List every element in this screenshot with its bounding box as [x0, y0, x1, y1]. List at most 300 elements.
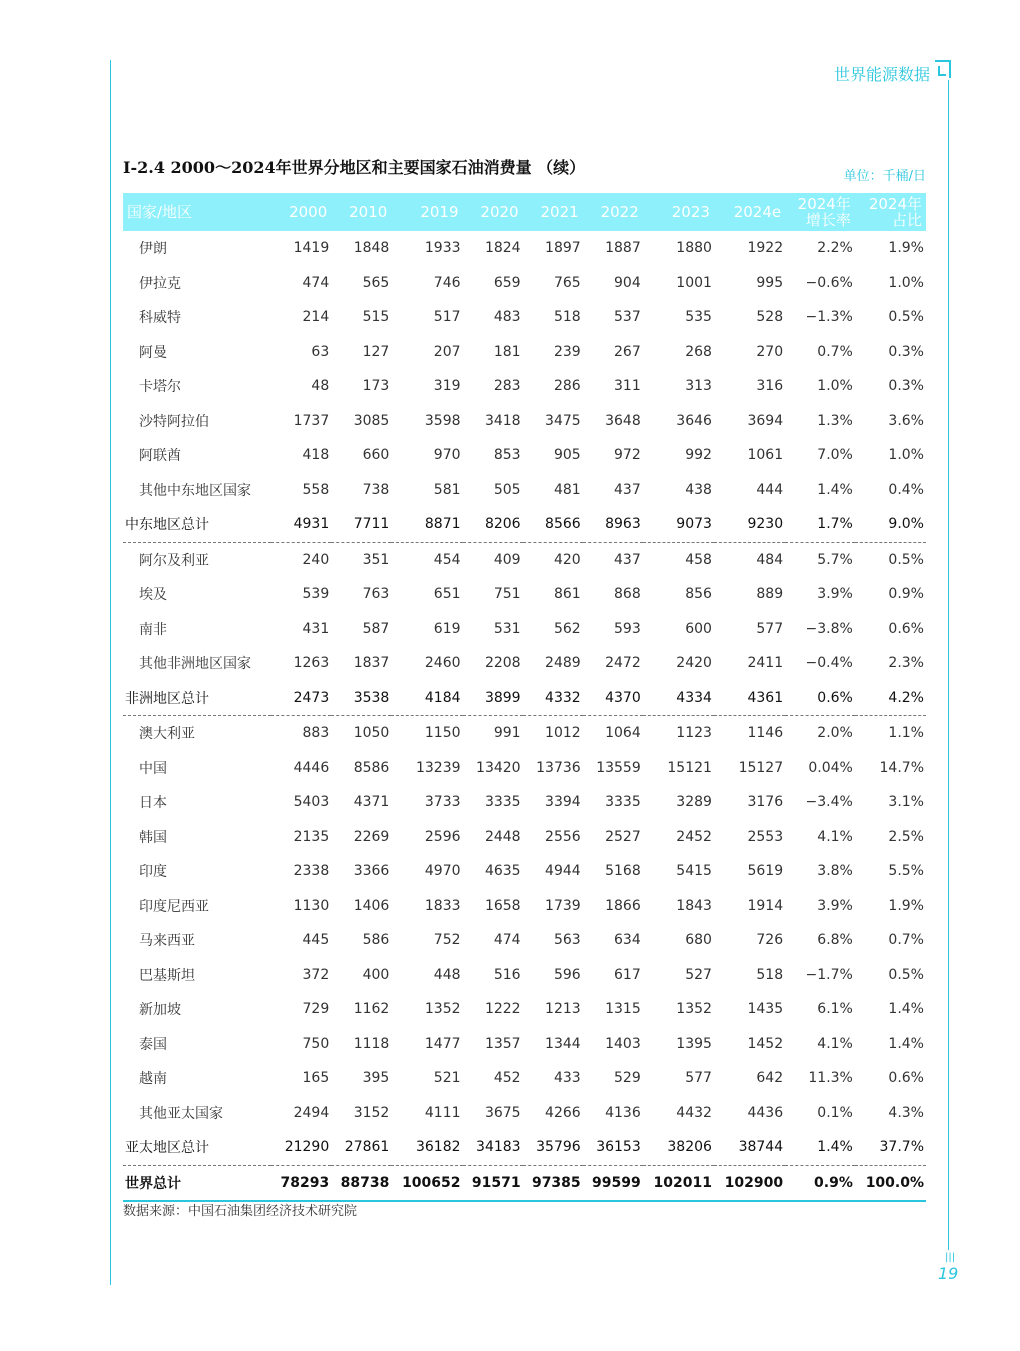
- table-cell: 445: [302, 932, 330, 949]
- table-cell: 726: [756, 932, 784, 949]
- row-label: 卡塔尔: [139, 379, 181, 396]
- table-cell: 474: [493, 932, 521, 949]
- column-header: 2019: [420, 203, 459, 221]
- table-cell: 100652: [391, 1165, 462, 1201]
- table-cell: 2460: [424, 655, 461, 672]
- table-cell: 577: [685, 1070, 712, 1087]
- table-cell: 3538: [353, 689, 390, 706]
- table-cell: 420: [523, 542, 583, 577]
- table-cell: 0.04%: [808, 759, 853, 776]
- table-cell: 458: [643, 542, 714, 577]
- table-cell: 3.9%: [817, 586, 853, 603]
- table-cell: 27861: [344, 1139, 390, 1156]
- table-cell: 484: [714, 542, 785, 577]
- table-row: [123, 820, 926, 855]
- table-cell: 4.3%: [888, 1104, 924, 1121]
- table-cell: 1.9%: [888, 240, 924, 257]
- table-cell: 505: [493, 481, 521, 498]
- table-cell: 3675: [484, 1104, 521, 1121]
- table-cell: 1.3%: [817, 412, 853, 429]
- table-cell: 4.1%: [817, 1035, 853, 1052]
- column-header: 2010: [349, 203, 388, 221]
- table-cell: 1.7%: [817, 516, 853, 533]
- table-row: [123, 1061, 926, 1096]
- table-cell: 3152: [353, 1104, 390, 1121]
- table-cell: 1012: [523, 716, 583, 751]
- table-cell: 3366: [353, 863, 390, 880]
- table-cell: 991: [463, 716, 523, 751]
- table-cell: 5168: [605, 863, 641, 880]
- table-row: [123, 889, 926, 924]
- table-cell: 539: [302, 586, 330, 603]
- table-cell: 1061: [747, 447, 784, 464]
- table-cell: 4371: [353, 794, 390, 811]
- left-margin-line: [110, 60, 111, 1285]
- table-cell: 2494: [293, 1104, 330, 1121]
- table-cell: 586: [362, 932, 390, 949]
- table-cell: 4446: [293, 759, 330, 776]
- table-cell: 1263: [293, 655, 330, 672]
- table-cell: 2489: [545, 655, 581, 672]
- table-cell: 1452: [747, 1035, 784, 1052]
- table-header-row: [123, 193, 926, 231]
- table-cell: 593: [614, 620, 641, 637]
- table-cell: 454: [391, 542, 462, 577]
- table-cell: 3.9%: [817, 897, 853, 914]
- table-cell: 351: [331, 542, 391, 577]
- table-cell: 0.3%: [888, 378, 924, 395]
- table-cell: 102011: [643, 1165, 714, 1201]
- table-cell: 1833: [424, 897, 461, 914]
- row-label: 埃及: [139, 587, 167, 604]
- table-cell: 4970: [424, 863, 461, 880]
- table-cell: 4931: [293, 516, 330, 533]
- row-label: 越南: [139, 1071, 167, 1088]
- table-cell: 3.8%: [817, 863, 853, 880]
- table-cell: 0.6%: [888, 620, 924, 637]
- table-cell: 1352: [676, 1001, 712, 1018]
- table-cell: 4266: [545, 1104, 581, 1121]
- table-cell: 3648: [605, 412, 641, 429]
- table-cell: 0.5%: [888, 966, 924, 983]
- table-cell: 481: [553, 481, 581, 498]
- table-cell: 395: [362, 1070, 390, 1087]
- table-cell: 8963: [605, 516, 641, 533]
- table-cell: 750: [302, 1035, 330, 1052]
- table-cell: 2527: [605, 828, 641, 845]
- table-cell: 2473: [293, 689, 330, 706]
- table-cell: 2553: [747, 828, 784, 845]
- table-cell: 165: [302, 1070, 330, 1087]
- table-cell: 853: [493, 447, 521, 464]
- table-cell: 0.6%: [888, 1070, 924, 1087]
- table-cell: 2.0%: [785, 716, 855, 751]
- table-cell: 5.7%: [785, 542, 855, 577]
- table-cell: 102900: [714, 1165, 785, 1201]
- table-cell: 97385: [523, 1165, 583, 1201]
- row-label: 世界总计: [123, 1165, 271, 1201]
- table-row: [123, 369, 926, 404]
- table-row: [123, 266, 926, 301]
- table-cell: 2420: [676, 655, 712, 672]
- table-cell: 600: [685, 620, 712, 637]
- table-cell: 4635: [484, 863, 521, 880]
- table-cell: 239: [553, 343, 581, 360]
- region-total-row: [123, 681, 926, 716]
- table-cell: 372: [302, 966, 330, 983]
- table-cell: 1824: [484, 240, 521, 257]
- table-cell: 517: [433, 309, 461, 326]
- table-row: [123, 923, 926, 958]
- table-cell: 596: [553, 966, 581, 983]
- right-margin-line: [948, 80, 949, 1250]
- table-cell: 181: [493, 343, 521, 360]
- table-cell: 99599: [583, 1165, 643, 1201]
- table-row: [123, 335, 926, 370]
- table-cell: 0.4%: [888, 481, 924, 498]
- table-cell: 313: [685, 378, 712, 395]
- table-row: [123, 751, 926, 786]
- table-cell: 100.0%: [855, 1165, 926, 1201]
- table-cell: 0.7%: [888, 932, 924, 949]
- table-cell: 2208: [484, 655, 521, 672]
- table-cell: 2556: [545, 828, 581, 845]
- table-cell: 751: [493, 586, 521, 603]
- table-cell: 905: [553, 447, 581, 464]
- row-label: 阿联酋: [139, 448, 181, 465]
- row-label: 中东地区总计: [125, 517, 209, 534]
- table-cell: 4332: [545, 689, 581, 706]
- row-label: 日本: [139, 795, 167, 812]
- table-row: [123, 404, 926, 439]
- table-cell: 1.0%: [888, 274, 924, 291]
- table-cell: 1403: [605, 1035, 641, 1052]
- table-row: [123, 958, 926, 993]
- table-cell: 4111: [424, 1104, 461, 1121]
- table-cell: 1050: [331, 716, 391, 751]
- table-row: [123, 646, 926, 681]
- table-cell: 1933: [424, 240, 461, 257]
- table-cell: 35796: [536, 1139, 581, 1156]
- row-label: 非洲地区总计: [125, 690, 209, 707]
- row-label: 其他中东地区国家: [139, 482, 251, 499]
- table-cell: 3899: [484, 689, 521, 706]
- table-cell: 1880: [676, 240, 712, 257]
- table-cell: 214: [302, 309, 330, 326]
- table-cell: 738: [362, 481, 390, 498]
- table-cell: 1406: [353, 897, 390, 914]
- page-mark: |||: [945, 1252, 956, 1263]
- table-cell: 36153: [596, 1139, 641, 1156]
- table-cell: 13736: [536, 759, 581, 776]
- row-label: 其他亚太国家: [139, 1105, 223, 1122]
- table-cell: 9.0%: [888, 516, 924, 533]
- table-cell: 992: [685, 447, 712, 464]
- table-cell: 577: [756, 620, 784, 637]
- table-cell: 746: [433, 274, 461, 291]
- table-cell: 3733: [424, 794, 461, 811]
- table-cell: 3.1%: [888, 794, 924, 811]
- table-cell: 1357: [484, 1035, 521, 1052]
- row-label: 亚太地区总计: [125, 1140, 209, 1157]
- table-cell: 0.9%: [888, 586, 924, 603]
- table-cell: 11.3%: [808, 1070, 853, 1087]
- table-cell: 1.4%: [888, 1001, 924, 1018]
- table-cell: 173: [362, 378, 390, 395]
- table-cell: 518: [756, 966, 784, 983]
- table-cell: 4944: [545, 863, 581, 880]
- table-cell: 13420: [476, 759, 521, 776]
- row-label: 印度: [139, 864, 167, 881]
- row-label: 伊拉克: [139, 275, 181, 292]
- table-cell: 1.4%: [817, 1139, 853, 1156]
- table-cell: 1848: [353, 240, 390, 257]
- table-cell: 207: [433, 343, 461, 360]
- table-cell: 1914: [747, 897, 784, 914]
- table-row: [123, 542, 926, 577]
- table-cell: 8586: [353, 759, 390, 776]
- table-cell: 516: [493, 966, 521, 983]
- table-cell: 0.5%: [855, 542, 926, 577]
- table-cell: 1.0%: [817, 378, 853, 395]
- table-cell: 1.4%: [888, 1035, 924, 1052]
- table-cell: 3176: [747, 794, 784, 811]
- table-cell: 21290: [284, 1139, 330, 1156]
- table-cell: 4.1%: [817, 828, 853, 845]
- table-cell: 2.3%: [888, 655, 924, 672]
- table-cell: 316: [756, 378, 784, 395]
- row-label: 中国: [139, 760, 167, 777]
- table-cell: 765: [553, 274, 581, 291]
- table-cell: 1897: [545, 240, 581, 257]
- table-cell: 1922: [747, 240, 784, 257]
- table-cell: 2411: [747, 655, 784, 672]
- table-cell: 868: [614, 586, 641, 603]
- table-cell: 0.7%: [817, 343, 853, 360]
- table-title: I-2.4 2000～2024年世界分地区和主要国家石油消费量 （续）: [123, 158, 586, 177]
- table-cell: 1435: [747, 1001, 784, 1018]
- table-cell: 268: [685, 343, 712, 360]
- oil-consumption-table: [123, 193, 926, 1202]
- table-cell: 3418: [484, 412, 521, 429]
- row-label: 澳大利亚: [123, 716, 271, 751]
- column-header: 2022: [600, 203, 639, 221]
- table-cell: 861: [553, 586, 581, 603]
- row-label: 新加坡: [139, 1002, 181, 1019]
- table-cell: −0.6%: [805, 274, 853, 291]
- table-cell: 88738: [331, 1165, 391, 1201]
- row-label: 印度尼西亚: [139, 898, 209, 915]
- table-cell: 619: [433, 620, 461, 637]
- table-cell: 763: [362, 586, 390, 603]
- table-cell: 3289: [676, 794, 712, 811]
- table-cell: 660: [362, 447, 390, 464]
- table-cell: 0.5%: [888, 309, 924, 326]
- table-cell: 1315: [605, 1001, 641, 1018]
- table-cell: 2448: [484, 828, 521, 845]
- table-cell: 409: [463, 542, 523, 577]
- table-cell: 91571: [463, 1165, 523, 1201]
- table-row: [123, 1096, 926, 1131]
- row-label: 南非: [139, 621, 167, 638]
- table-cell: 581: [433, 481, 461, 498]
- table-cell: 1146: [714, 716, 785, 751]
- column-header: 2020: [480, 203, 519, 221]
- table-cell: 529: [614, 1070, 641, 1087]
- table-cell: 240: [271, 542, 331, 577]
- row-label: 其他非洲地区国家: [139, 656, 251, 673]
- table-cell: 5403: [293, 794, 330, 811]
- table-cell: 63: [311, 343, 330, 360]
- table-cell: 1162: [353, 1001, 390, 1018]
- table-cell: 1837: [353, 655, 390, 672]
- unit-label: 单位：千桶/日: [843, 169, 926, 184]
- table-cell: 1395: [676, 1035, 712, 1052]
- table-cell: 1150: [391, 716, 462, 751]
- table-cell: 3335: [605, 794, 641, 811]
- table-cell: 311: [614, 378, 641, 395]
- table-cell: 3085: [353, 412, 390, 429]
- table-cell: 1064: [583, 716, 643, 751]
- table-cell: 1123: [643, 716, 714, 751]
- table-row: [123, 716, 926, 751]
- table-cell: 7711: [353, 516, 390, 533]
- table-cell: 5.5%: [888, 863, 924, 880]
- table-row: [123, 612, 926, 647]
- table-cell: 2.2%: [817, 240, 853, 257]
- table-cell: 3394: [545, 794, 581, 811]
- column-header: 2024年 增长率: [797, 195, 851, 229]
- table-cell: 2452: [676, 828, 712, 845]
- table-cell: 558: [302, 481, 330, 498]
- table-cell: 527: [685, 966, 712, 983]
- table-cell: 437: [583, 542, 643, 577]
- table-cell: 4436: [747, 1104, 784, 1121]
- table-cell: 1739: [545, 897, 581, 914]
- table-cell: 418: [302, 447, 330, 464]
- table-cell: 565: [362, 274, 390, 291]
- table-cell: 438: [685, 481, 712, 498]
- table-cell: 1419: [293, 240, 330, 257]
- table-cell: 634: [614, 932, 641, 949]
- table-cell: 1.0%: [888, 447, 924, 464]
- table-cell: 518: [553, 309, 581, 326]
- table-cell: 531: [493, 620, 521, 637]
- table-cell: 5415: [676, 863, 712, 880]
- table-row: [123, 992, 926, 1027]
- table-cell: 433: [553, 1070, 581, 1087]
- table-cell: 856: [685, 586, 712, 603]
- table-cell: 3646: [676, 412, 712, 429]
- table-cell: 8871: [424, 516, 461, 533]
- table-cell: 15121: [667, 759, 712, 776]
- row-label: 巴基斯坦: [139, 967, 195, 984]
- table-cell: 3.6%: [888, 412, 924, 429]
- table-cell: 4432: [676, 1104, 712, 1121]
- region-total-row: [123, 1130, 926, 1165]
- table-row: [123, 438, 926, 473]
- column-header: 2024e: [733, 203, 782, 221]
- table-cell: 3598: [424, 412, 461, 429]
- table-cell: 680: [685, 932, 712, 949]
- column-header: 2024年 占比: [868, 195, 922, 229]
- table-cell: 1222: [484, 1001, 521, 1018]
- table-cell: 4370: [605, 689, 641, 706]
- row-label: 阿尔及利亚: [123, 542, 271, 577]
- table-cell: 319: [433, 378, 461, 395]
- table-cell: 537: [614, 309, 641, 326]
- grand-total-row: [123, 1165, 926, 1201]
- table-cell: 1.4%: [817, 481, 853, 498]
- table-cell: 1887: [605, 240, 641, 257]
- section-header: 世界能源数据: [833, 65, 930, 84]
- table-cell: 5619: [747, 863, 784, 880]
- table-cell: 431: [302, 620, 330, 637]
- table-cell: 1477: [424, 1035, 461, 1052]
- table-cell: 437: [614, 481, 641, 498]
- table-cell: 6.1%: [817, 1001, 853, 1018]
- table-cell: 3694: [747, 412, 784, 429]
- table-row: [123, 785, 926, 820]
- column-header: 国家/地区: [127, 203, 193, 221]
- table-cell: 0.9%: [785, 1165, 855, 1201]
- row-label: 马来西亚: [139, 933, 195, 950]
- table-cell: 1866: [605, 897, 641, 914]
- table-cell: 521: [433, 1070, 461, 1087]
- table-row: [123, 1027, 926, 1062]
- table-cell: 3475: [545, 412, 581, 429]
- table-cell: 1352: [424, 1001, 461, 1018]
- page-number: 19: [938, 1264, 959, 1283]
- corner-ornament-inner-icon: [938, 66, 946, 76]
- table-cell: 4361: [747, 689, 784, 706]
- table-cell: 2269: [353, 828, 390, 845]
- table-cell: 1.9%: [888, 897, 924, 914]
- table-cell: 2.5%: [888, 828, 924, 845]
- table-cell: 889: [756, 586, 784, 603]
- table-cell: 9073: [676, 516, 712, 533]
- table-cell: −3.4%: [805, 794, 853, 811]
- row-label: 科威特: [139, 310, 181, 327]
- table-cell: 6.8%: [817, 932, 853, 949]
- table-cell: 0.6%: [817, 689, 853, 706]
- table-cell: 267: [614, 343, 641, 360]
- table-cell: 4.2%: [888, 689, 924, 706]
- table-cell: 400: [362, 966, 390, 983]
- table-cell: 8206: [484, 516, 521, 533]
- table-cell: 563: [553, 932, 581, 949]
- table-cell: 38744: [738, 1139, 784, 1156]
- table-cell: 15127: [738, 759, 784, 776]
- column-header: 2021: [540, 203, 579, 221]
- row-label: 韩国: [139, 829, 167, 846]
- table-cell: 2338: [293, 863, 330, 880]
- table-cell: 1.1%: [855, 716, 926, 751]
- table-cell: 270: [756, 343, 784, 360]
- table-cell: 1001: [676, 274, 712, 291]
- column-header: 2023: [671, 203, 710, 221]
- table-cell: 642: [756, 1070, 784, 1087]
- table-cell: 904: [614, 274, 641, 291]
- table-cell: 1118: [353, 1035, 390, 1052]
- table-cell: 48: [311, 378, 330, 395]
- table-body: [123, 231, 926, 1201]
- table-cell: 1213: [545, 1001, 581, 1018]
- table-cell: 283: [493, 378, 521, 395]
- region-total-row: [123, 507, 926, 542]
- table-cell: 286: [553, 378, 581, 395]
- table-cell: 4184: [424, 689, 461, 706]
